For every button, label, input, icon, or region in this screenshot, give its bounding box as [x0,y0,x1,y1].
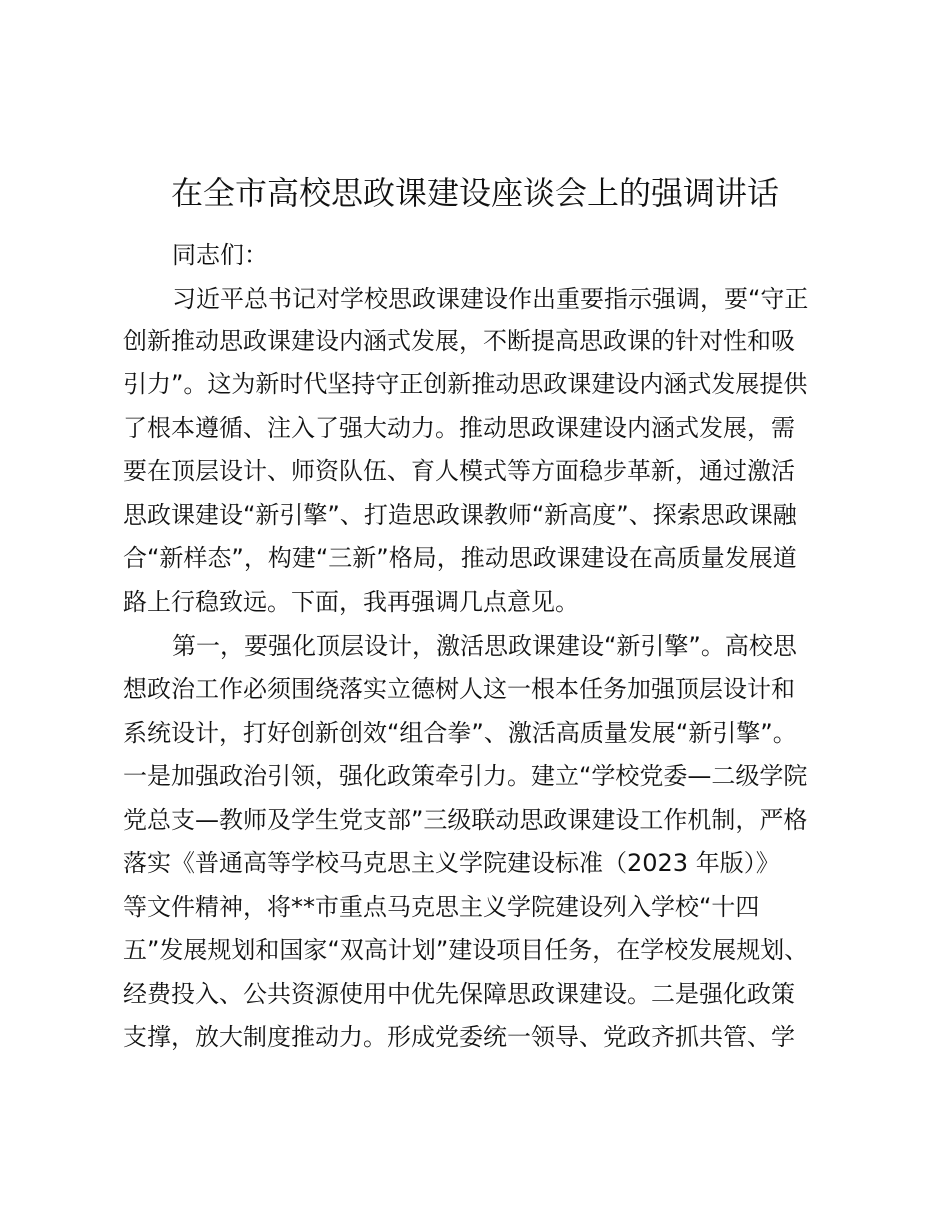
body-line: 等文件精神，将**市重点马克思主义学院建设列入学校“十四 [123,893,760,921]
body-line: 一是加强政治引领，强化政策牵引力。建立“学校党委—二级学院 [123,762,808,790]
body-line: 了根本遵循、注入了强大动力。推动思政课建设内涵式发展，需 [123,414,795,442]
body-line: 想政治工作必须围绕落实立德树人这一根本任务加强顶层设计和 [123,675,795,703]
body-line: 党总支—教师及学生党支部”三级联动思政课建设工作机制，严格 [123,806,808,834]
body-line: 思政课建设“新引擎”、打造思政课教师“新高度”、探索思政课融 [123,501,797,529]
body-line: 第一，要强化顶层设计，激活思政课建设“新引擎”。高校思 [172,632,797,660]
salutation-line: 同志们： [172,241,268,269]
body-line: 引力”。这为新时代坚持守正创新推动思政课建设内涵式发展提供 [123,370,808,398]
body-line: 创新推动思政课建设内涵式发展，不断提高思政课的针对性和吸 [123,327,795,355]
document-title: 在全市高校思政课建设座谈会上的强调讲话 [170,174,779,212]
body-line: 要在顶层设计、师资队伍、育人模式等方面稳步革新，通过激活 [123,457,795,485]
body-line: 系统设计，打好创新创效“组合拳”、激活高质量发展“新引擎”。 [123,719,797,747]
body-line: 五”发展规划和国家“双高计划”建设项目任务，在学校发展规划、 [123,936,809,964]
body-line: 经费投入、公共资源使用中优先保障思政课建设。二是强化政策 [123,980,795,1008]
body-line: 落实《普通高等学校马克思主义学院建设标准（2023 年版）》 [123,849,780,877]
body-line: 路上行稳致远。下面，我再强调几点意见。 [123,588,579,616]
body-line: 支撑，放大制度推动力。形成党委统一领导、党政齐抓共管、学 [123,1023,795,1051]
body-line: 习近平总书记对学校思政课建设作出重要指示强调，要“守正 [172,285,809,313]
body-line: 合“新样态”，构建“三新”格局，推动思政课建设在高质量发展道 [123,544,797,572]
